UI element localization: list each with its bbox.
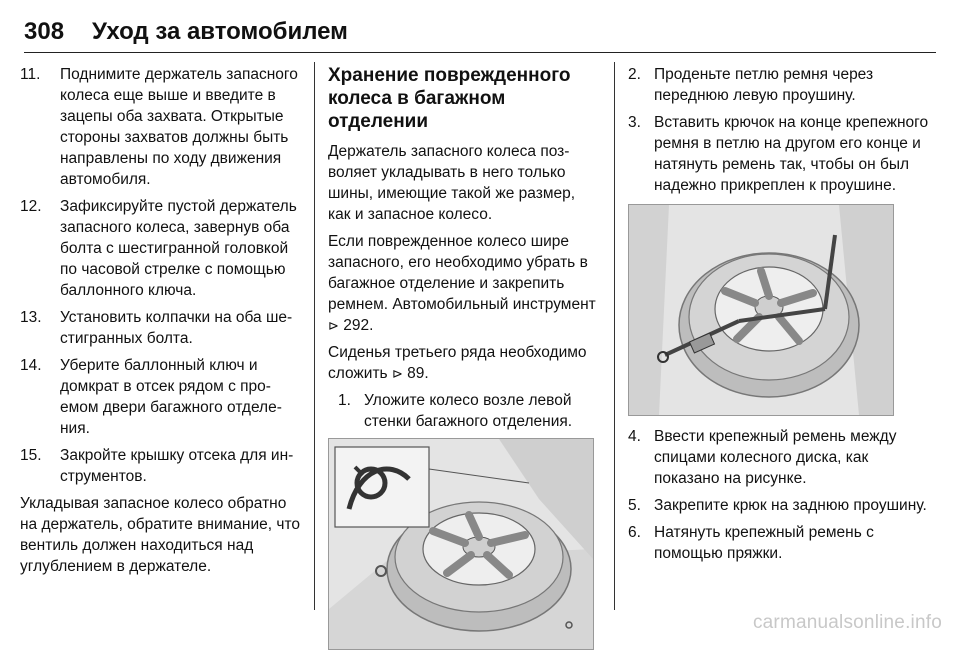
list-item [628, 112, 938, 196]
item-number: 13. [20, 309, 42, 326]
item-text: Уберите баллонный ключ и домкрат в отсек рядом с проемом двери багажного отделения. [60, 357, 282, 437]
list-item [20, 445, 304, 487]
wheel-in-trunk-illustration [329, 439, 593, 649]
item-text: Ввести крепежный ремень между спицами колесного диска, как показано на рисунке. [654, 428, 897, 487]
paragraph [328, 342, 598, 384]
page-title: Уход за автомобилем [92, 18, 348, 45]
page-ref-icon: ⊳ [328, 318, 339, 333]
list-item [328, 390, 598, 432]
list-item [20, 196, 304, 301]
strap-illustration [629, 205, 893, 415]
item-text: Закрепите крюк на заднюю проушину. [654, 497, 927, 514]
list-item [628, 426, 938, 489]
item-number: 1. [338, 392, 351, 409]
list-item [628, 495, 938, 516]
item-number: 11. [20, 66, 41, 83]
list-item [20, 64, 304, 190]
list-item [628, 64, 938, 106]
item-number: 2. [628, 66, 641, 83]
page-ref-link[interactable]: 292. [343, 317, 374, 334]
paragraph-text: Сиденья третьего ряда необходимо сложить [328, 344, 587, 382]
page-number: 308 [24, 18, 65, 45]
page-ref-link[interactable]: 89. [407, 365, 429, 382]
wheel-in-trunk-figure [328, 438, 594, 650]
item-number: 4. [628, 428, 641, 445]
item-number: 12. [20, 198, 42, 215]
strap-figure [628, 204, 894, 416]
page-header [24, 16, 936, 53]
column-3 [628, 64, 938, 570]
paragraph [328, 231, 598, 336]
item-text: Натянуть крепежный ремень с помощью пряжки. [654, 524, 874, 562]
item-text: Проденьте петлю ремня через переднюю левую проушину. [654, 66, 874, 104]
list-item [20, 307, 304, 349]
column-2 [328, 64, 598, 650]
item-number: 14. [20, 357, 42, 374]
section-heading: Хранение поврежденного колеса в багажном отделении [328, 65, 571, 132]
item-number: 3. [628, 114, 641, 131]
item-text: Зафиксируйте пустой держатель запасного колеса, завернув оба болта с шестигранной головкой по часовой стрелке с помощью баллонного ключа. [60, 198, 297, 299]
paragraph: Держатель запасного колеса позволяет укладывать в него только шины, имеющие такой же размер, как и запасное колесо. [328, 143, 576, 223]
column-divider [614, 62, 615, 610]
page-ref-icon: ⊳ [391, 366, 403, 381]
column-1 [20, 64, 304, 583]
item-text: Установить колпачки на оба шестигранных болта. [60, 309, 293, 347]
item-text: Уложите колесо возле левой стенки багажного отделения. [364, 392, 573, 430]
list-item [628, 522, 938, 564]
list-item [20, 355, 304, 439]
item-text: Закройте крышку отсека для инструментов. [60, 447, 294, 485]
column-divider [314, 62, 315, 610]
paragraph-text: Если поврежденное колесо шире запасного, его необходимо убрать в багажное отделение и закрепить ремнем. Автомобильный инструмент [328, 233, 596, 313]
spare-wheel-note: Укладывая запасное колесо обратно на держатель, обратите внимание, что вентиль должен находиться над углублением в держателе. [20, 495, 300, 575]
watermark: carmanualsonline.info [752, 612, 942, 633]
item-text: Поднимите держатель запасного колеса еще выше и введите в зацепы оба захвата. Открытые стороны захватов должны быть направлены по ходу движения автомобиля. [60, 66, 298, 188]
item-number: 5. [628, 497, 641, 514]
item-number: 15. [20, 447, 42, 464]
item-text: Вставить крючок на конце крепежного ремня в петлю на другом его конце и натянуть ремень так, чтобы он был надежно прикреплен к проушине. [654, 114, 929, 194]
item-number: 6. [628, 524, 641, 541]
